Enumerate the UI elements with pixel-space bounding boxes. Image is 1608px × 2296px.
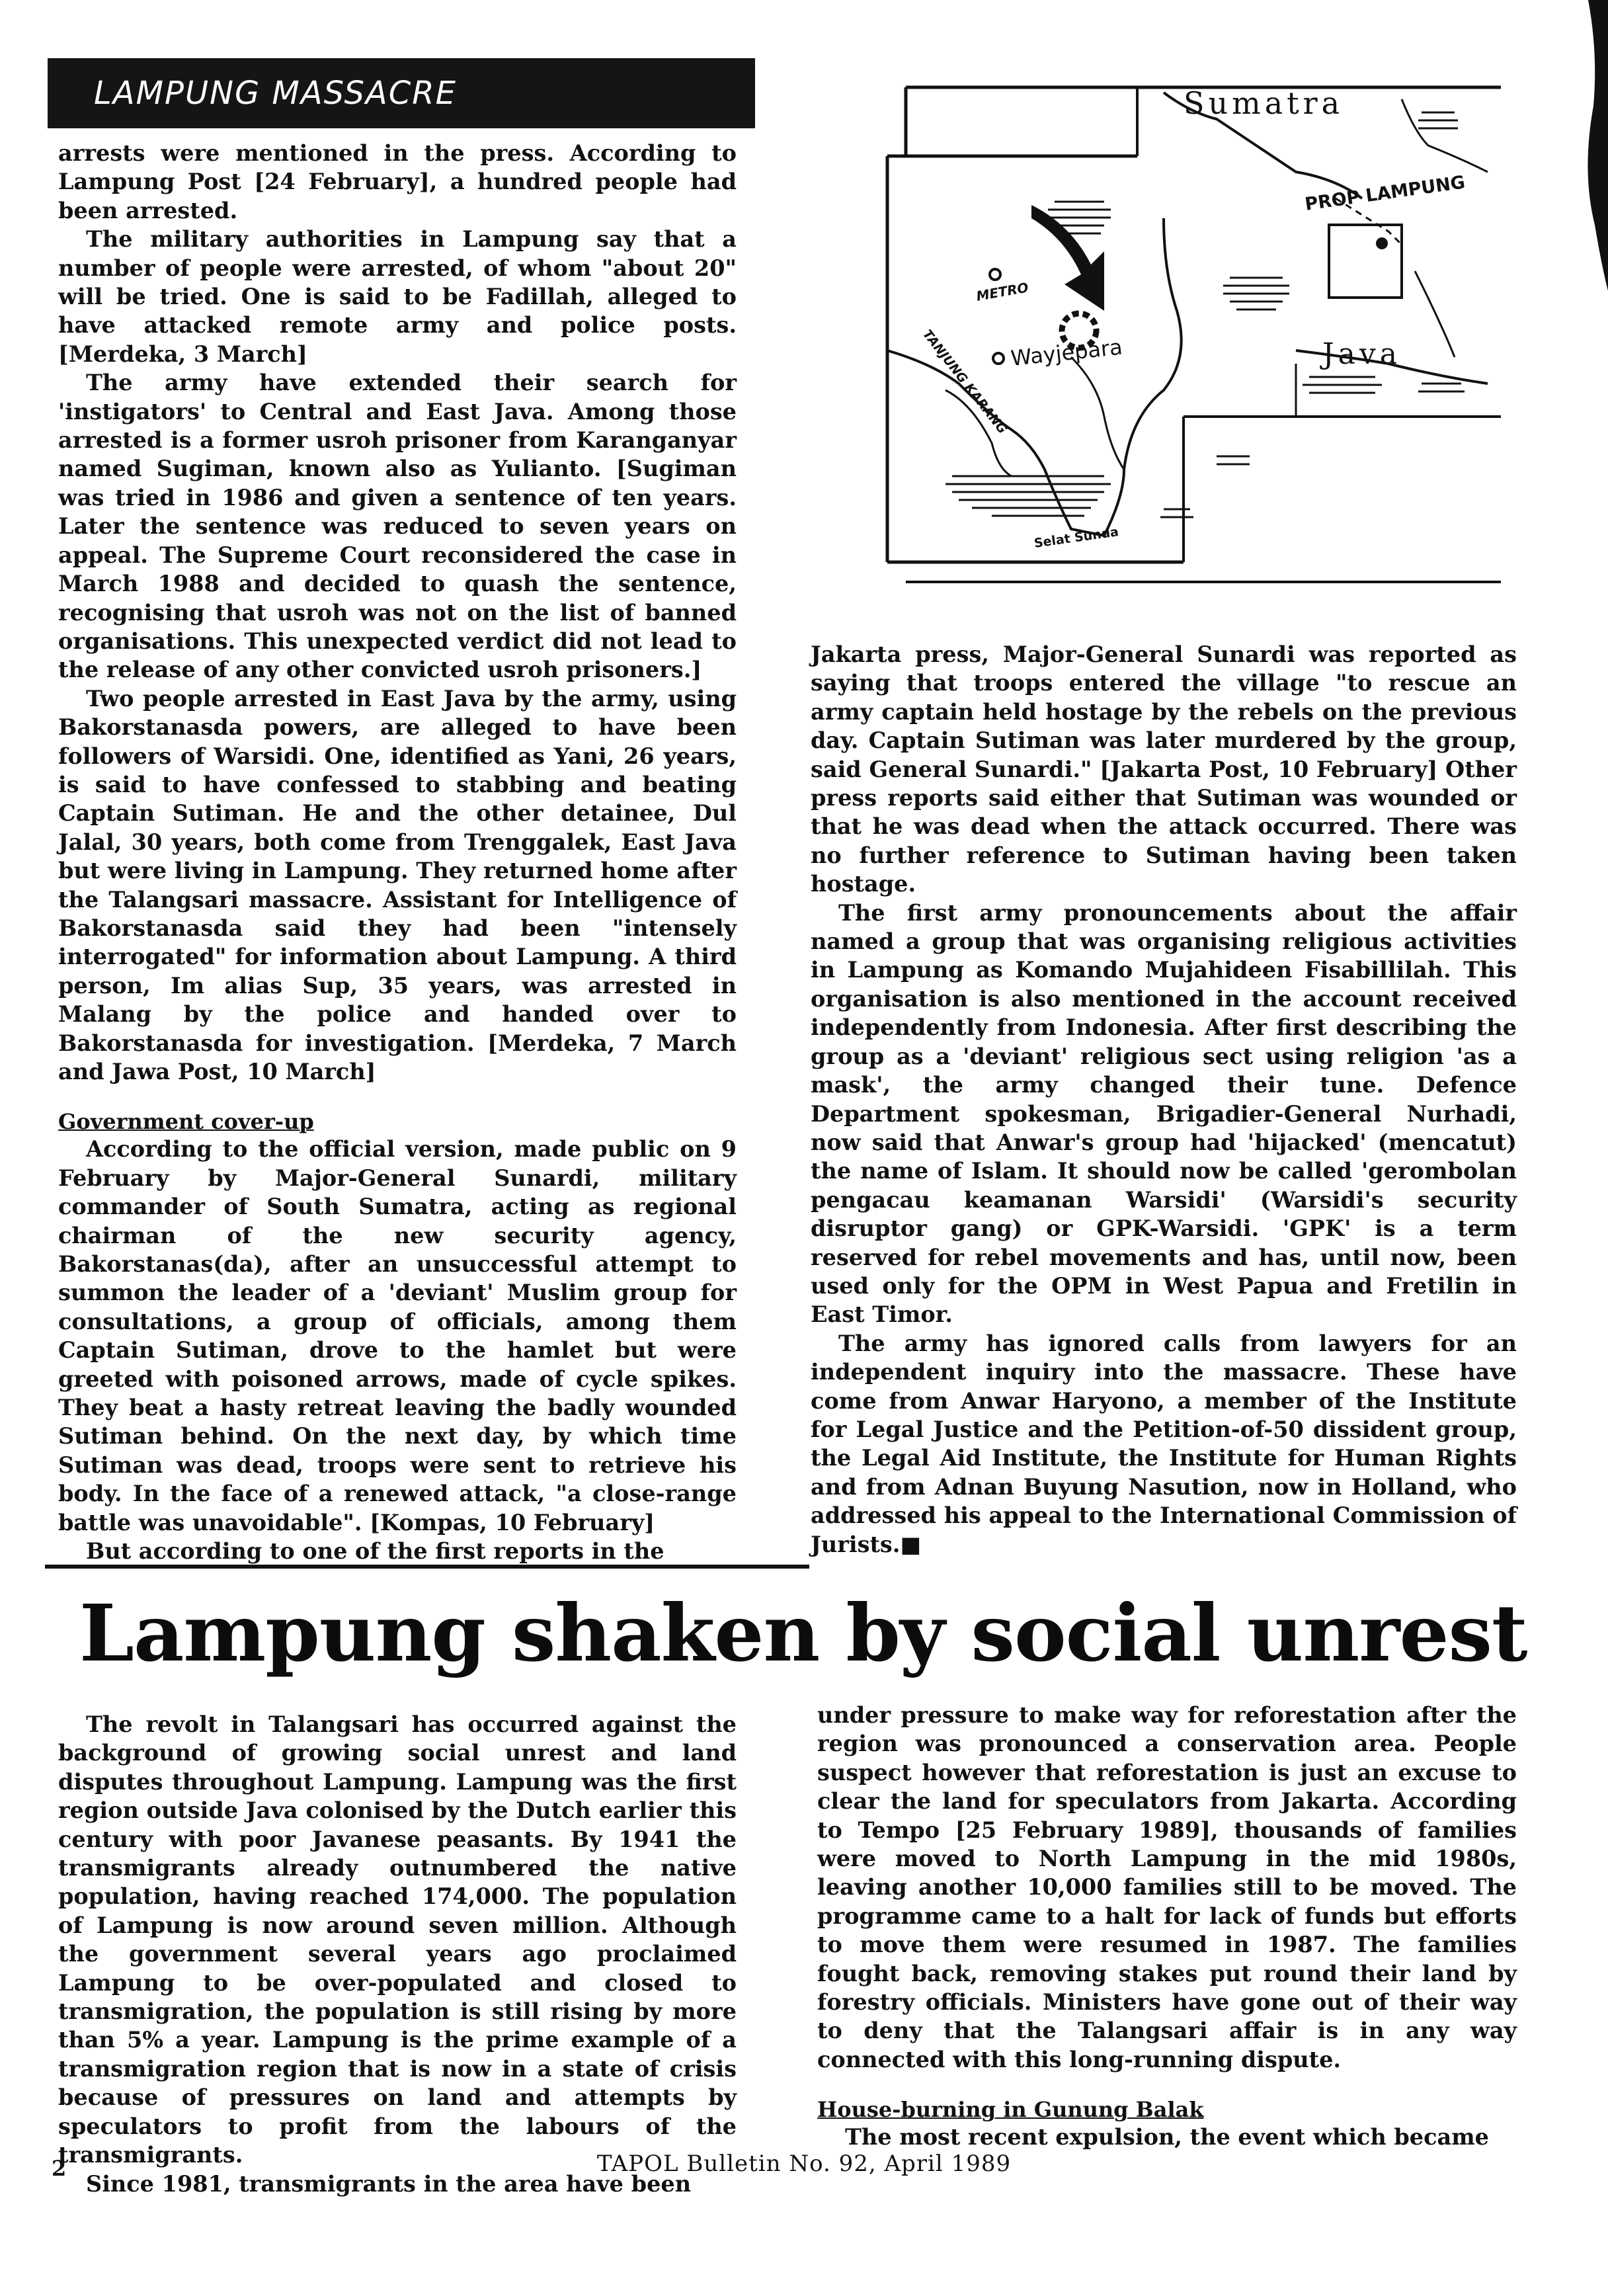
paragraph: Jakarta press, Major-General Sunardi was reported as saying that troops entered the village "to rescue an army captain held hostage by the rebels on the previous day. Captain Sutiman was later murdered by the group, said General Sunardi." [Jakarta Post, 10 February] Other press reports said either that Sutiman was wounded or that he was dead when the attack occurred. There was no further reference to Sutiman having been taken hostage. (811, 641, 1517, 897)
map-svg (793, 73, 1501, 589)
section-label: LAMPUNG MASSACRE (94, 75, 457, 112)
subhead-government-cover-up: Government cover-up (58, 1109, 314, 1135)
paragraph: under pressure to make way for reforestation after the region was pronounced a conservation area. People suspect however that reforestation is just an excuse to clear the land for speculators from Jakarta. According to Tempo [25 February 1989], thousands of families were moved to North Lampung in the mid 1980s, leaving another 10,000 families still to be moved. The programme came to a halt for lack of funds but efforts to move them were resumed in 1987. The families fought back, removing stakes put round their land by forestry officials. Ministers have gone out of their way to deny that the Talangsari affair is in any way connected with this long-running dispute. (817, 1702, 1517, 2072)
headline: Lampung shaken by social unrest (79, 1587, 1527, 1679)
section-header-bar (48, 58, 755, 128)
paragraph: But according to one of the first reports in the (86, 1538, 664, 1565)
scan-smudge-decoration (1562, 0, 1608, 291)
paragraph: The military authorities in Lampung say that a number of people were arrested, of whom "about 20" will be tried. One is said to be Fadillah, alleged to have attacked remote army and police posts. [Merdeka, 3 March] (58, 226, 737, 367)
paragraph: arrests were mentioned in the press. According to Lampung Post [24 February], a hundred people had been arrested. (58, 140, 737, 224)
paragraph: Since 1981, transmigrants in the area have been (86, 2170, 692, 2197)
map-label-prop-lampung: PROP LAMPUNG (1303, 172, 1467, 215)
map-label-tanjung-karang: TANJUNG KARANG (920, 327, 1010, 437)
article-bottom-left-column (58, 1710, 737, 2198)
page-number: 2 (52, 2156, 67, 2181)
map-label-selat-sunda: Selat Sunda (1033, 524, 1120, 551)
paragraph: The most recent expulsion, the event which became (845, 2124, 1489, 2151)
map-label-wayjepara: Wayjepara (1009, 334, 1124, 371)
map-label-sumatra: Sumatra (1184, 85, 1344, 121)
map-label-java: Java (1322, 337, 1401, 371)
article-top-left-column (58, 139, 737, 1566)
article-top-right-column (811, 640, 1517, 1559)
paragraph: The first army pronouncements about the affair named a group that was organising religious activities in Lampung as Komando Mujahideen Fisabillilah. This organisation is also mentioned in the account received independently from Indonesia. After first describing the group as a 'deviant' religious sect using religion 'as a mask', the army changed their tune. Defence Department spokesman, Brigadier-General Nurhadi, now said that Anwar's group had 'hijacked' (mencatut) the name of Islam. It should now be called 'gerombolan pengacau keamanan Warsidi' (Warsidi's security disruptor gang) or GPK-Warsidi. 'GPK' is a term reserved for rebel movements and has, until now, been used only for the OPM in West Papua and Fretilin in East Timor. (811, 899, 1517, 1328)
map-label-metro: METRO (975, 279, 1030, 304)
paragraph: The revolt in Talangsari has occurred against the background of growing social unrest and land disputes throughout Lampung. Lampung was the first region outside Java colonised by the Dutch earlier this century with poor Javanese peasants. By 1941 the transmigrants already outnumbered the native population, having reached 174,000. The population of Lampung is now around seven million. Although the government several years ago proclaimed Lampung to be over-populated and closed to transmigration, the population is still rising by more than 5% a year. Lampung is the prime example of a transmigration region that is now in a state of crisis because of pressures on land and attempts by speculators to profit from the labours of the transmigrants. (58, 1711, 737, 2168)
article-divider-rule (45, 1565, 809, 1569)
paragraph: The army have extended their search for 'instigators' to Central and East Java. Among those arrested is a former usroh prisoner from Karanganyar named Sugiman, known also as Yulianto. [Sugiman was tried in 1986 and given a sentence of ten years. Later the sentence was reduced to seven years on appeal. The Supreme Court reconsidered the case in March 1988 and decided to quash the sentence, recognising that usroh was not on the list of banned organisations. This unexpected verdict did not lead to the release of any other convicted usroh prisoners.] (58, 370, 737, 683)
subhead-house-burning: House-burning in Gunung Balak (817, 2097, 1204, 2123)
article-bottom-right-column (817, 1701, 1517, 2152)
paragraph: The army has ignored calls from lawyers for an independent inquiry into the massacre. These have come from Anwar Haryono, a member of the Institute for Legal Justice and the Petition-of-50 dissident group, the Legal Aid Institute, the Institute for Human Rights and from Adnan Buyung Nasution, now in Holland, who addressed his appeal to the International Commission of Jurists.■ (811, 1330, 1517, 1557)
publication-credit: TAPOL Bulletin No. 92, April 1989 (596, 2151, 1012, 2177)
paragraph: According to the official version, made public on 9 February by Major-General Sunardi, military commander of South Sumatra, acting as regional chairman of the new security agency, Bakorstanas(da), after an unsuccessful attempt to summon the leader of a 'deviant' Muslim group for consultations, a group of officials, among them Captain Sutiman, drove to the hamlet but were greeted with poisoned arrows, made of cycle spikes. They beat a hasty retreat leaving the badly wounded Sutiman behind. On the next day, by which time Sutiman was dead, troops were sent to retrieve his body. In the face of a renewed attack, "a close-range battle was unavoidable". [Kompas, 10 February] (58, 1136, 737, 1536)
lampung-map (793, 73, 1501, 589)
paragraph: Two people arrested in East Java by the army, using Bakorstanasda powers, are alleged to have been followers of Warsidi. One, identified as Yani, 26 years, is said to have confessed to stabbing and beating Captain Sutiman. He and the other detainee, Dul Jalal, 30 years, both come from Trenggalek, East Java but were living in Lampung. They returned home after the Talangsari massacre. Assistant for Intelligence of Bakorstanasda said they had been "intensely interrogated" for information about Lampung. A third person, Im alias Sup, 35 years, was arrested in Malang by the police and handed over to Bakorstanasda for investigation. [Merdeka, 7 March and Jawa Post, 10 March] (58, 685, 737, 1085)
